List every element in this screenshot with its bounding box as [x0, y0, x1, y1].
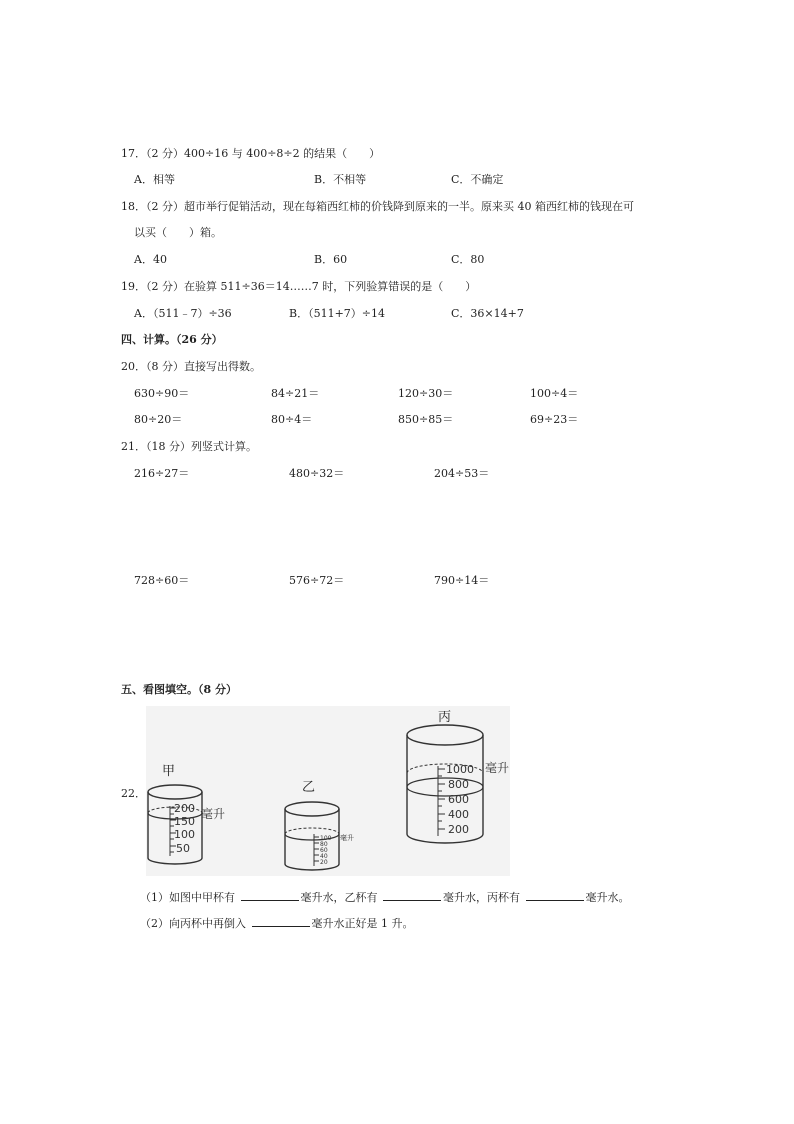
q18-option-a: A．40 [134, 253, 167, 266]
answer-blank-jia[interactable] [241, 891, 299, 901]
cup-yi-tick: 60 [320, 847, 328, 854]
cup-jia [148, 785, 225, 864]
q21-item: 790÷14＝ [434, 574, 490, 587]
cups-drawing [146, 706, 510, 876]
q22-sub2 [140, 915, 414, 931]
cup-bing-tick: 400 [448, 808, 469, 821]
cup-bing-unit: 毫升 [485, 761, 510, 775]
cup-jia-tick: 150 [174, 815, 195, 828]
q22-number: 22． [121, 787, 146, 800]
cup-jia-tick: 100 [174, 828, 195, 841]
q18-option-b: B．60 [314, 253, 348, 266]
q20-item: 850÷85＝ [398, 413, 454, 426]
answer-blank-yi[interactable] [383, 891, 441, 901]
q18-stem-line1: 18．（2 分）超市举行促销活动，现在每箱西红柿的价钱降到原来的一半。原来买 40 箱西红柿的钱现在可 [121, 200, 634, 213]
q18-option-c: C．80 [451, 253, 485, 266]
cup-jia-tick: 200 [174, 802, 195, 815]
q19-option-a: A．（511﹣7）÷36 [134, 307, 232, 320]
cup-bing-label: 丙 [438, 710, 452, 725]
cup-bing-tick: 800 [448, 778, 469, 791]
cup-jia-label: 甲 [162, 764, 176, 779]
cup-bing [407, 725, 509, 843]
cup-jia-tick: 50 [176, 842, 190, 855]
q20-item: 80÷4＝ [271, 413, 313, 426]
q20-item: 120÷30＝ [398, 387, 454, 400]
q17-option-a: A．相等 [134, 173, 175, 186]
q19-stem: 19．（2 分）在验算 511÷36＝14……7 时，下列验算错误的是（ ） [121, 280, 477, 293]
q22-sub1-prefix: （1）如图中甲杯有 [140, 891, 235, 904]
section4-title: 四、计算。（26 分） [121, 333, 223, 346]
q22-sub1 [140, 889, 630, 905]
cup-bing-tick: 200 [448, 823, 469, 836]
q22-sub1-suffix: 毫升水。 [585, 891, 630, 904]
q21-item: 216÷27＝ [134, 467, 190, 480]
cup-yi-tick: 100 [320, 835, 332, 842]
q17-option-c: C．不确定 [451, 173, 504, 186]
measuring-cups-figure [146, 706, 510, 876]
cup-bing-tick: 600 [448, 793, 469, 806]
q21-stem: 21．（18 分）列竖式计算。 [121, 440, 257, 453]
q20-item: 84÷21＝ [271, 387, 320, 400]
answer-blank-bing[interactable] [526, 891, 584, 901]
cup-yi-label: 乙 [302, 780, 316, 795]
q18-stem-line2: 以买（ ）箱。 [134, 226, 222, 239]
q22-sub1-mid2: 毫升水，丙杯有 [443, 891, 520, 904]
q20-stem: 20．（8 分）直接写出得数。 [121, 360, 261, 373]
cup-yi-tick: 20 [320, 859, 328, 866]
q20-item: 100÷4＝ [530, 387, 579, 400]
cup-yi-tick: 80 [320, 841, 328, 848]
q21-item: 480÷32＝ [289, 467, 345, 480]
q20-item: 69÷23＝ [530, 413, 579, 426]
q21-item: 728÷60＝ [134, 574, 190, 587]
answer-blank-pour[interactable] [252, 917, 310, 927]
q19-option-b: B．（511+7）÷14 [289, 307, 386, 320]
section5-title: 五、看图填空。（8 分） [121, 683, 237, 696]
q21-item: 576÷72＝ [289, 574, 345, 587]
q17-stem: 17．（2 分）400÷16 与 400÷8÷2 的结果（ ） [121, 147, 381, 160]
q19-option-c: C．36×14+7 [451, 307, 524, 320]
cup-yi [285, 802, 354, 870]
cup-yi-tick: 40 [320, 853, 328, 860]
q17-option-b: B．不相等 [314, 173, 367, 186]
q22-sub2-suffix: 毫升水正好是 1 升。 [311, 917, 414, 930]
cup-yi-unit: 毫升 [340, 834, 354, 842]
q22-sub1-mid1: 毫升水，乙杯有 [300, 891, 378, 904]
q20-item: 80÷20＝ [134, 413, 183, 426]
q21-item: 204÷53＝ [434, 467, 490, 480]
cup-jia-unit: 毫升 [201, 807, 226, 821]
cup-bing-tick: 1000 [446, 763, 474, 776]
q22-sub2-prefix: （2）向丙杯中再倒入 [140, 917, 246, 930]
q20-item: 630÷90＝ [134, 387, 190, 400]
